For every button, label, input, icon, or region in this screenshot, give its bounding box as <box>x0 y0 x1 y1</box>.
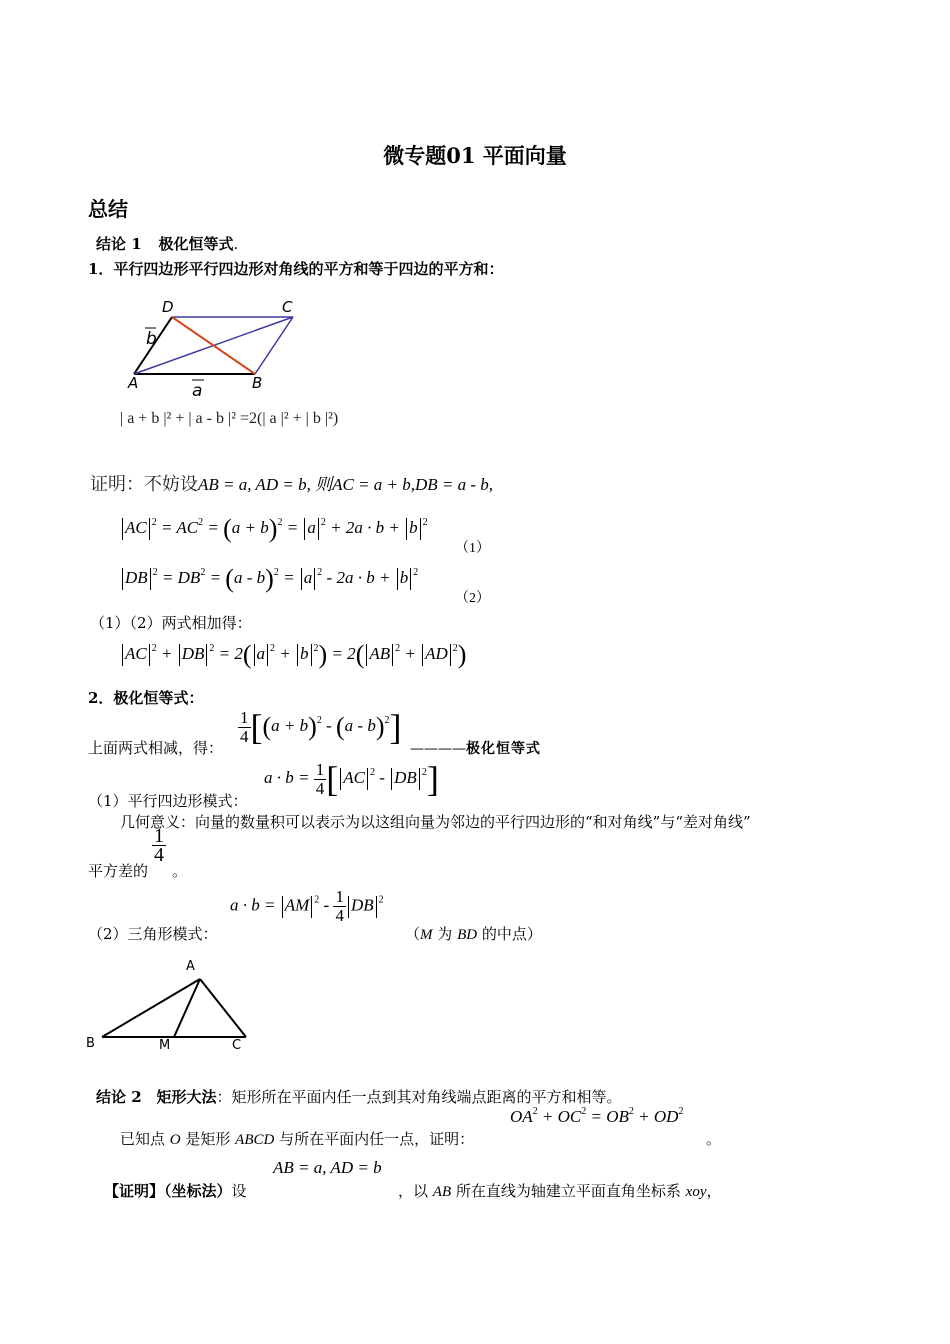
vertex-b-label: B <box>86 1036 95 1051</box>
mode-2-note-mid: 为 <box>432 925 458 943</box>
mode-2-note-bd: BD <box>457 927 478 943</box>
item-1-heading: 1．平行四边形平行四边形对角线的平方和等于四边的平方和： <box>88 260 504 278</box>
polarization-label <box>410 738 541 758</box>
polarization-formula-top: $\frac{1}{4}$ $[(a + b)^2 - (a - b)^2]$ <box>240 707 402 747</box>
vector-b-label: b <box>146 329 157 349</box>
vertex-a-label: A <box>128 374 139 392</box>
dash: ———— <box>410 741 466 757</box>
proof-rest-ab: AB <box>432 1184 452 1200</box>
triangle-mode-formula: a · b = AM $^2$ - $\frac{1}{4}$ DB $^2$ <box>230 887 384 925</box>
given-pre: 已知点 <box>120 1130 170 1148</box>
mode-1-label: （1）平行四边形模式： <box>88 792 248 810</box>
proof-label: 【证明】（坐标法） <box>104 1182 232 1200</box>
side-bc <box>255 317 293 374</box>
proof-intro-line <box>90 470 493 496</box>
page-title: 微专题01 平面向量 <box>383 143 567 168</box>
proof-set: 设 <box>231 1182 247 1200</box>
proof-line <box>104 1180 247 1201</box>
mode-2-label: （2）三角形模式： <box>88 925 218 943</box>
conclusion-2-text: 矩形所在平面内任一点到其对角线端点距离的平方和相等。 <box>231 1088 622 1106</box>
geometric-meaning: 几何意义：向量的数量积可以表示为以这组向量为邻边的平行四边形的“和对角线”与“差对角线” <box>120 813 751 831</box>
side-ac <box>200 979 246 1037</box>
conclusion-1-name: 极化恒等式 <box>158 235 234 253</box>
vector-a-label: a <box>192 381 203 401</box>
mode-2-note-pre: （ <box>405 925 421 943</box>
mode-2-note-m: M <box>420 927 433 943</box>
given-mid: 是矩形 <box>180 1130 236 1148</box>
given-post: 与所在平面内任一点，证明： <box>274 1130 475 1148</box>
parallelogram-figure <box>120 292 320 404</box>
mode-2-note-post: 的中点） <box>477 925 542 943</box>
conclusion-2-name: 矩形大法 <box>156 1088 217 1106</box>
equation-1: AC $^2 = AC^2 = (a + b)^2 = a$ $^2$ + 2a · b + b $^2$ <box>120 514 428 544</box>
section-heading: 总结 <box>88 197 128 221</box>
proof-rest-pre: ，以 <box>398 1182 433 1200</box>
geometric-meaning-prefix: 平方差的 <box>88 862 149 880</box>
identity-formula: | a + b |² + | a - b |² =2(| a |² + | b |²) <box>120 410 339 427</box>
conclusion-1-dot: . <box>233 235 239 253</box>
equation-2-label: （2） <box>455 591 490 606</box>
proof-set-math: AB = a, AD = b <box>273 1158 382 1177</box>
given-o: O <box>169 1132 181 1148</box>
equation-sum: AC $^2$ + DB $^2$ = 2( a $^2$ + b $^2$) = 2( AB $^2$ + AD $^2$) <box>120 640 466 670</box>
proof-rest <box>398 1180 722 1201</box>
mode-2-note <box>405 923 542 944</box>
diagonal-db <box>172 317 255 374</box>
item-2-heading: 2．极化恒等式： <box>88 689 204 707</box>
vertex-c-label: C <box>232 1038 242 1053</box>
given-abcd: ABCD <box>235 1132 275 1148</box>
conclusion-1-heading <box>96 233 238 254</box>
vertex-c-label: C <box>282 298 293 316</box>
given-period: 。 <box>706 1130 722 1148</box>
equation-1-label: （1） <box>455 541 490 556</box>
conclusion-2-colon: ： <box>216 1088 232 1106</box>
add-text: （1）（2）两式相加得： <box>90 614 252 632</box>
polarization-name: 极化恒等式 <box>466 741 541 757</box>
polarization-formula-bottom: a · b = $\frac{1}{4}$ [ AC $^2$ - DB $^2$] <box>264 759 439 799</box>
rectangle-formula: $OA^2 + OC^2 = OB^2 + OD^2$ <box>510 1106 684 1126</box>
conclusion-2-label: 结论 2 <box>96 1088 142 1106</box>
conclusion-1-label: 结论 1 <box>96 235 142 253</box>
quarter-fraction: $\frac{1}{4}$ <box>154 825 164 866</box>
vertex-d-label: D <box>162 298 174 316</box>
vertex-m-label: M <box>159 1038 171 1053</box>
triangle-figure <box>84 955 264 1055</box>
vertex-a-label: A <box>186 959 195 974</box>
geometric-meaning-period: 。 <box>172 862 188 880</box>
vertex-b-label: B <box>252 374 263 392</box>
proof-intro: 证明：不妨设 <box>90 474 198 495</box>
proof-intro-math: AB = a, AD = b, 则AC = a + b,DB = a - b, <box>198 475 494 494</box>
proof-rest-xoy: xoy <box>685 1184 707 1200</box>
proof-rest-post: 所在直线为轴建立平面直角坐标系 <box>451 1182 686 1200</box>
given-line <box>120 1128 474 1149</box>
equation-2: DB $^2 = DB^2 = (a - b)^2 = a$ $^2$ - 2a · b + b $^2$ <box>120 564 418 594</box>
side-ba <box>102 979 200 1037</box>
conclusion-2-line <box>96 1086 622 1107</box>
geometric-meaning-2 <box>88 860 148 881</box>
subtract-text: 上面两式相减，得： <box>88 739 224 757</box>
proof-rest-comma: ， <box>706 1182 722 1200</box>
